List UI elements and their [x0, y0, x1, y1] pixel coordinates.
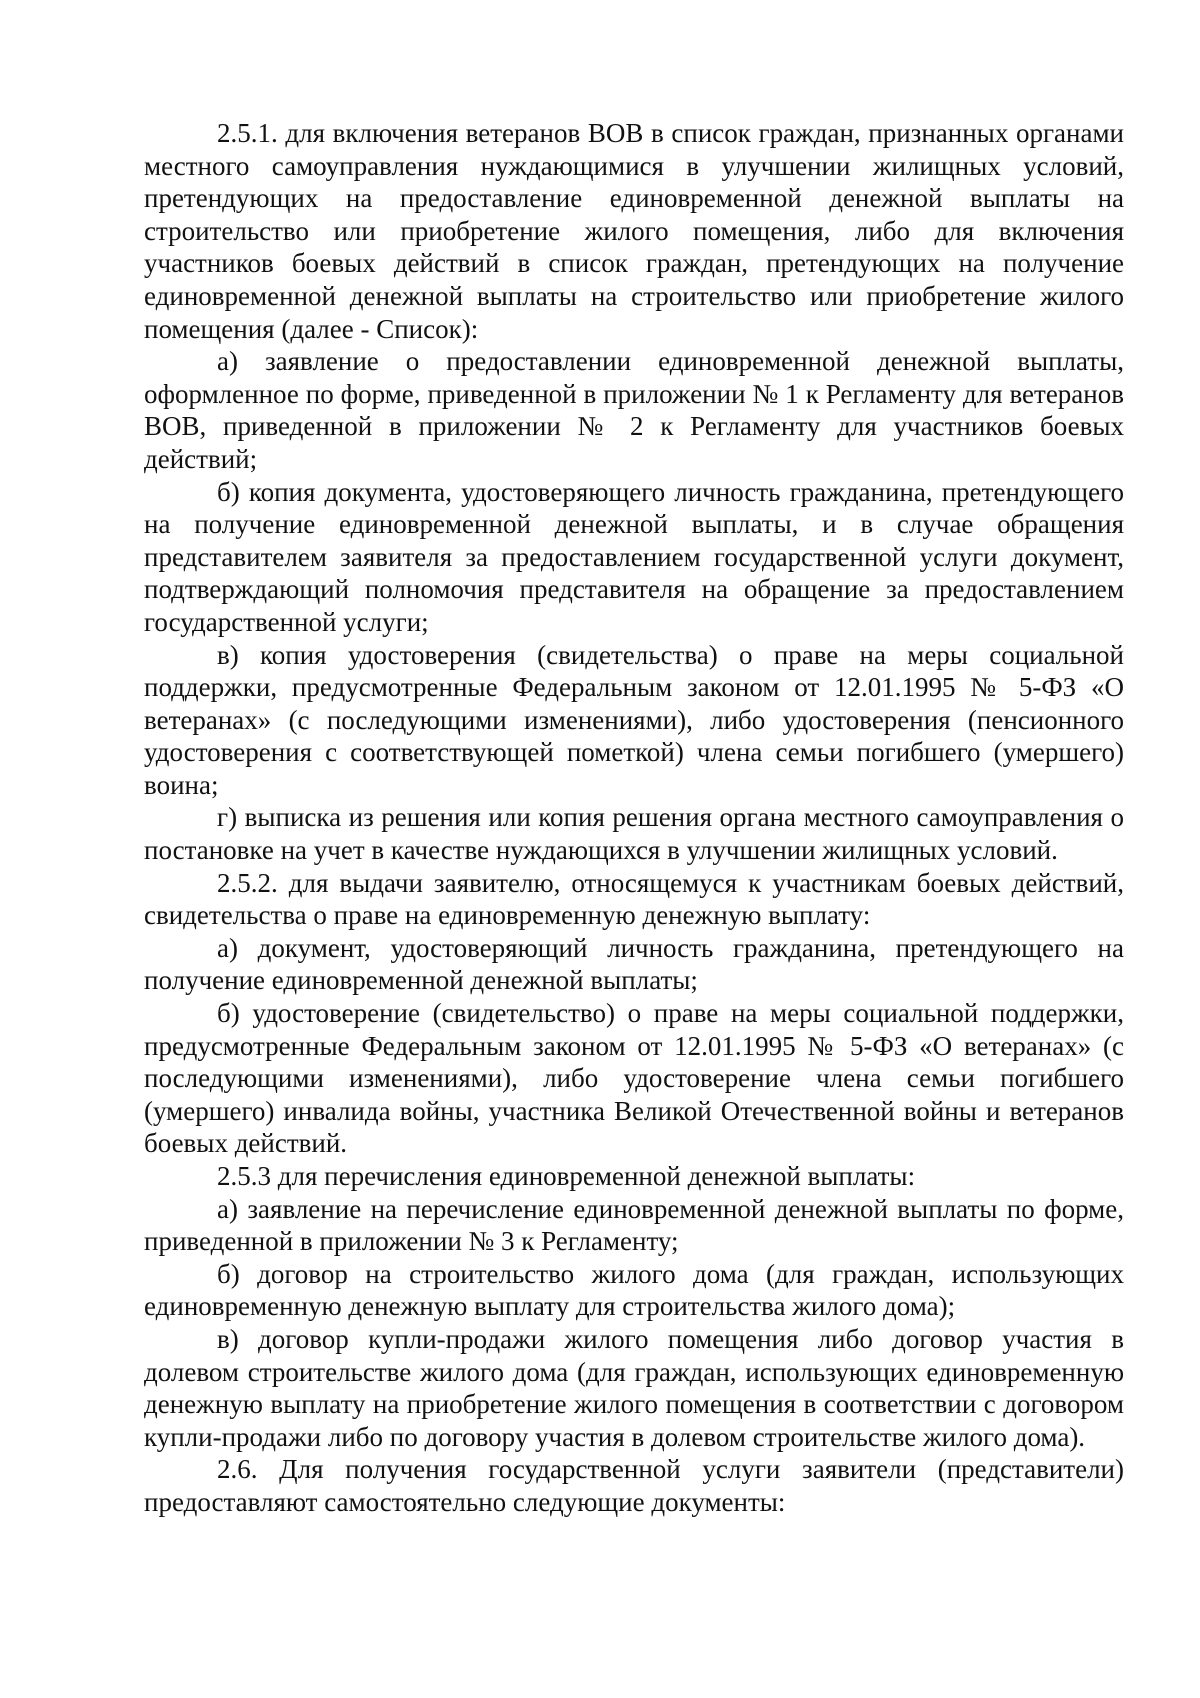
paragraph-2-5-1-g: г) выписка из решения или копия решения органа местного самоуправления о постановке на учет в качестве нуждающихся в улучшении жилищных условий.	[144, 802, 1124, 866]
paragraph-2-6: 2.6. Для получения государственной услуги заявители (представители) предоставляют самостоятельно следующие документы:	[144, 1454, 1124, 1517]
paragraph-2-5-3-v: в) договор купли-продажи жилого помещения либо договор участия в долевом строительстве жилого дома (для граждан, использующих единовременную денежную выплату на приобретение жилого помещения в соответствии с договором купли-продажи либо по договору участия в долевом строительстве жилого дома).	[144, 1323, 1124, 1452]
paragraph-2-5-1-a: а) заявление о предоставлении единовременной денежной выплаты, оформленное по форме, приведенной в приложении № 1 к Регламенту для ветеранов ВОВ, приведенной в приложении № 2 к Регламенту для участников боевых действий;	[144, 346, 1124, 474]
paragraph-2-5-2-b: б) удостоверение (свидетельство) о праве на меры социальной поддержки, предусмотренные Федеральным законом от 12.01.1995 № 5-ФЗ «О ветеранах» (с последующими изменениями), либо удостоверение члена семьи погибшего (умершего) инвалида войны, участника Великой Отечественной войны и ветеранов боевых действий.	[144, 998, 1124, 1159]
paragraph-2-5-3: 2.5.3 для перечисления единовременной денежной выплаты:	[217, 1161, 916, 1191]
paragraph-2-5-1-v: в) копия удостоверения (свидетельства) о праве на меры социальной поддержки, предусмотренные Федеральным законом от 12.01.1995 № 5-ФЗ «О ветеранах» (с последующими изменениями), либо удостоверения (пенсионного удостоверения с соответствующей пометкой) члена семьи погибшего (умершего) воина;	[144, 639, 1124, 800]
paragraph-2-5-3-b: б) договор на строительство жилого дома (для граждан, использующих единовременную денежную выплату для строительства жилого дома);	[144, 1258, 1124, 1322]
document-body	[144, 117, 1124, 1519]
paragraph-2-5-2-a: а) документ, удостоверяющий личность гражданина, претендующего на получение единовременной денежной выплаты;	[144, 932, 1124, 996]
paragraph-2-5-2: 2.5.2. для выдачи заявителю, относящемуся к участникам боевых действий, свидетельства о праве на единовременную денежную выплату:	[144, 867, 1124, 931]
paragraph-2-5-1-b: б) копия документа, удостоверяющего личность гражданина, претендующего на получение единовременной денежной выплаты, и в случае обращения представителем заявителя за предоставлением государственной услуги документ, подтверждающий полномочия представителя на обращение за предоставлением государственной услуги;	[144, 476, 1124, 637]
paragraph-2-5-3-a: а) заявление на перечисление единовременной денежной выплаты по форме, приведенной в приложении № 3 к Регламенту;	[144, 1193, 1124, 1257]
paragraph-2-5-1: 2.5.1. для включения ветеранов ВОВ в список граждан, признанных органами местного самоуправления нуждающимися в улучшении жилищных условий, претендующих на предоставление единовременной денежной выплаты на строительство или приобретение жилого помещения, либо для включения участников боевых действий в список граждан, претендующих на получение единовременной денежной выплаты на строительство или приобретение жилого помещения (далее - Список):	[144, 118, 1124, 344]
